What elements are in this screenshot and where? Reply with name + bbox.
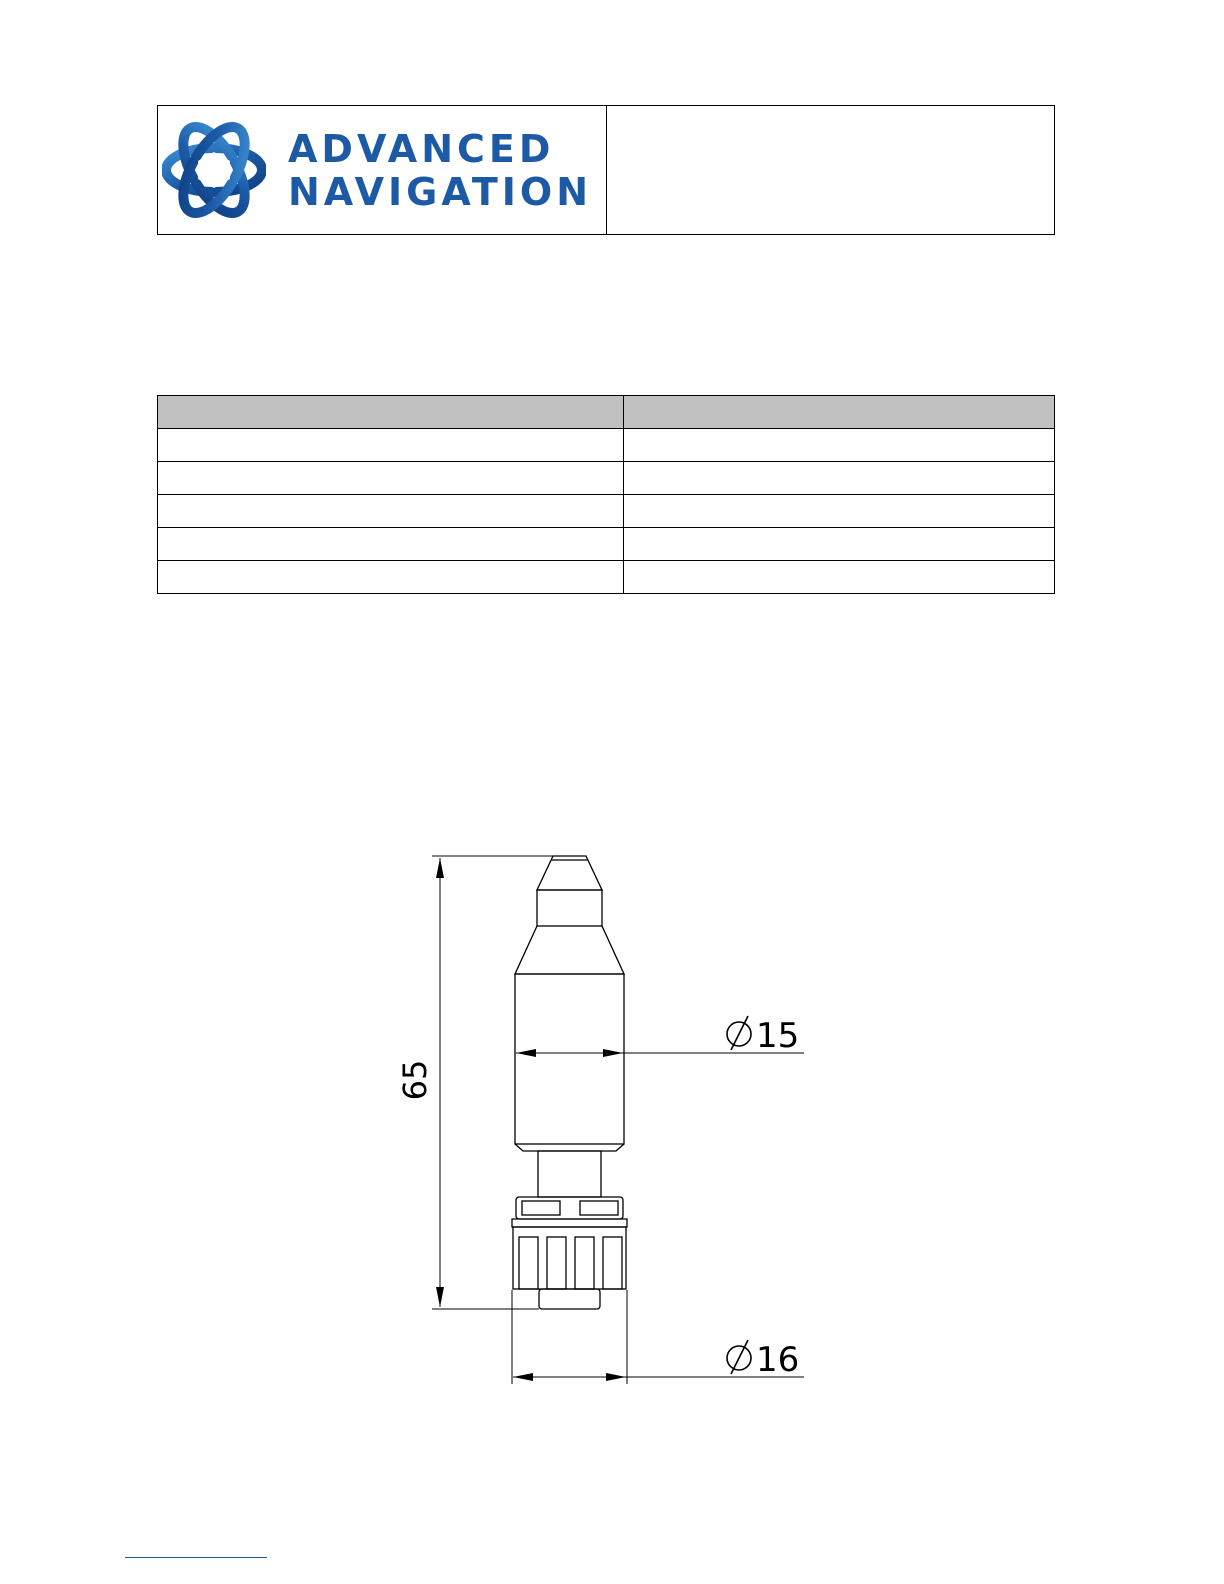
footnote-rule [125,1557,267,1558]
brand-line-2: NAVIGATION [288,170,592,214]
diameter-symbol-icon [727,1340,751,1374]
brand-line-1: ADVANCED [288,127,555,171]
length-label: 65 [396,1059,434,1101]
nut-diameter-label: 16 [756,1340,800,1380]
diameter-symbol-icon [727,1016,751,1050]
dimension-labels [396,1016,799,1380]
antenna-outline [512,856,627,1309]
dimension-lines [432,856,804,1384]
body-diameter-label: 15 [756,1016,800,1056]
